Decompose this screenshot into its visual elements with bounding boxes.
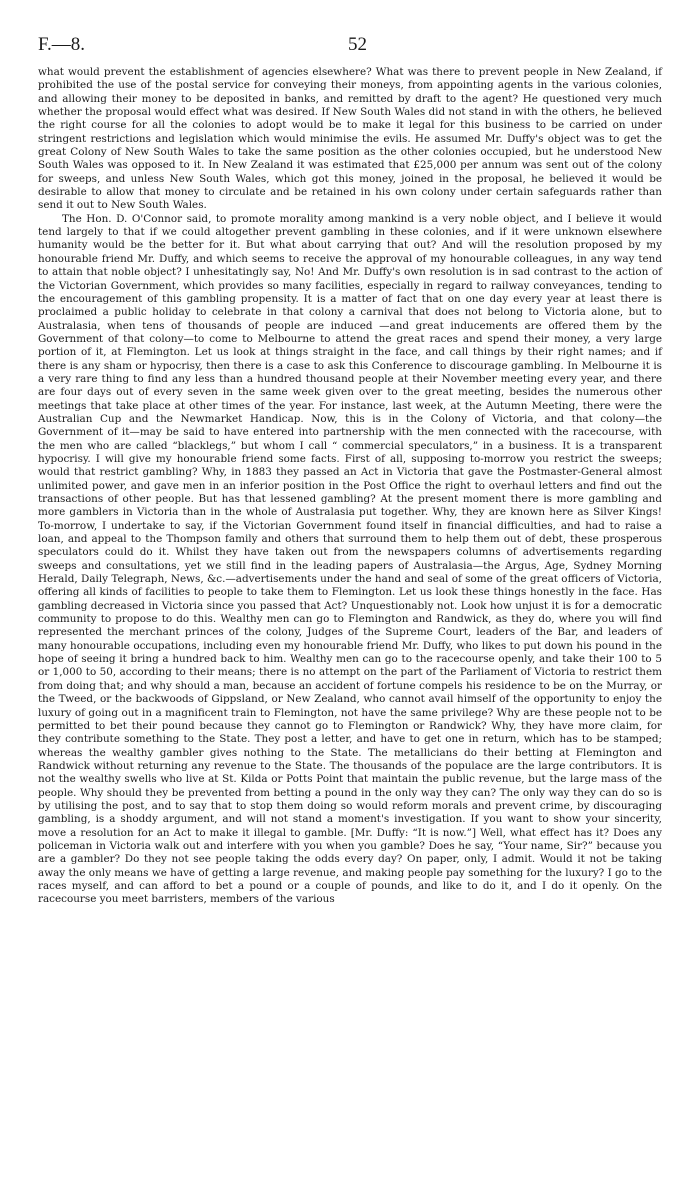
paper-reference: F.—8.: [38, 34, 86, 55]
body-text: [38, 66, 662, 907]
paragraph-continued: what would prevent the establishment of agencies elsewhere? What was there to prevent people in New Zealand, if prohibited the use of the postal service for conveying their moneys, from appointing agents in the various colonies, and allowing their money to be deposited in banks, and remitted by draft to the agent? He questioned very much whether the proposal would effect what was desired. If New South Wales did not stand in with the others, he believed the right course for all the colonies to adopt would be to make it legal for this business to be carried on under stringent restrictions and legislation which would minimise the evils. He assumed Mr. Duffy's object was to get the great Colony of New South Wales to take the same position as the other colonies occupied, but he understood New South Wales was opposed to it. In New Zealand it was estimated that £25,000 per annum was sent out of the colony for sweeps, and unless New South Wales, which got this money, joined in the proposal, he believed it would be desirable to allow that money to circulate and be retained in his own colony under certain safeguards rather than send it out to New South Wales.: [38, 66, 662, 212]
page-number: 52: [348, 34, 367, 55]
page-header: [38, 34, 662, 60]
paragraph-oconnor-speech: The Hon. D. O'Connor said, to promote morality among mankind is a very noble object, and I believe it would tend largely to that if we could altogether prevent gambling in these colonies, and if it were unknown elsewhere humanity would be the better for it. But what about carrying that out? And will the resolution proposed by my honourable friend Mr. Duffy, and which seems to receive the approval of my honourable colleagues, in any way tend to attain that noble object? I unhesitatingly say, No! And Mr. Duffy's own resolution is in sad contrast to the action of the Victorian Government, which provides so many facilities, especially in regard to railway conveyances, tending to the encouragement of this gambling propensity. It is a matter of fact that on one day every year at least there is proclaimed a public holiday to celebrate in that colony a carnival that does not belong to Victoria alone, but to Australasia, when tens of thousands of people are induced —and great inducements are offered them by the Government of that colony—to come to Melbourne to attend the great races and spend their money, a very large portion of it, at Flemington. Let us look at things straight in the face, and call things by their right names; and if there is any sham or hypocrisy, then there is a case to ask this Conference to discourage gambling. In Melbourne it is a very rare thing to find any less than a hundred thousand people at their November meeting every year, and there are four days out of every seven in the same week given over to the great meeting, besides the numerous other meetings that take place at other times of the year. For instance, last week, at the Autumn Meeting, there were the Australian Cup and the Newmarket Handicap. Now, this is in the Colony of Victoria, and that colony—the Government of it—may be said to have entered into partnership with the men connected with the racecourse, with the men who are called “blacklegs,” but whom I call “ commercial speculators,” in a business. It is a transparent hypocrisy. I will give my honourable friend some facts. First of all, supposing to-morrow you restrict the sweeps; would that restrict gambling? Why, in 1883 they passed an Act in Victoria that gave the Postmaster-General almost unlimited power, and gave men in an inferior position in the Post Office the right to overhaul letters and find out the transactions of other people. But has that lessened gambling? At the present moment there is more gambling and more gamblers in Victoria than in the whole of Australasia put together. Why, they are known here as Silver Kings! To-morrow, I undertake to say, if the Victorian Government found itself in financial difficulties, and had to raise a loan, and appeal to the Thompson family and others that surround them to help them out of debt, these prosperous speculators could do it. Whilst they have taken out from the newspapers columns of advertisements regarding sweeps and consultations, yet we still find in the leading papers of Australasia—the Argus, Age, Sydney Morning Herald, Daily Telegraph, News, &c.—advertisements under the hand and seal of some of the great officers of Victoria, offering all kinds of facilities to people to take them to Flemington. Let us look these things honestly in the face. Has gambling decreased in Victoria since you passed that Act? Unquestionably not. Look how unjust it is for a democratic community to propose to do this. Wealthy men can go to Flemington and Randwick, as they do, where you will find represented the merchant princes of the colony, Judges of the Supreme Court, leaders of the Bar, and leaders of many honourable occupations, including even my honourable friend Mr. Duffy, who likes to put down his pound in the hope of seeing it bring a hundred back to him. Wealthy men can go to the racecourse openly, and take their 100 to 5 or 1,000 to 50, according to their means; there is no attempt on the part of the Parliament of Victoria to restrict them from doing that; and why should a man, because an accident of fortune compels his residence to be on the Murray, or the Tweed, or the backwoods of Gippsland, or New Zealand, who cannot avail himself of the opportunity to enjoy the luxury of going out in a magnificent train to Flemington, not have the same privilege? Why are these people not to be permitted to bet their pound because they cannot go to Flemington or Randwick? Why, they have more claim, for they contribute something to the State. They post a letter, and have to get one in return, which has to be stamped; whereas the wealthy gambler gives nothing to the State. The metallicians do their betting at Flemington and Randwick without returning any revenue to the State. The thousands of the populace are the large contributors. It is not the wealthy swells who live at St. Kilda or Potts Point that maintain the public revenue, but the large mass of the people. Why should they be prevented from betting a pound in the only way they can? The only way they can do so is by utilising the post, and to say that to stop them doing so would reform morals and prevent crime, by discouraging gambling, is a shoddy argument, and will not stand a moment's investigation. If you want to show your sincerity, move a resolution for an Act to make it illegal to gamble. [Mr. Duffy: “It is now.”] Well, what effect has it? Does any policeman in Victoria walk out and interfere with you when you gamble? Does he say, “Your name, Sir?” because you are a gambler? Do they not see people taking the odds every day? On paper, only, I admit. Would it not be taking away the only means we have of getting a large revenue, and making people pay something for the luxury? I go to the races myself, and can afford to bet a pound or a couple of pounds, and like to do it, and I do it openly. On the racecourse you meet barristers, members of the various: [38, 212, 662, 906]
